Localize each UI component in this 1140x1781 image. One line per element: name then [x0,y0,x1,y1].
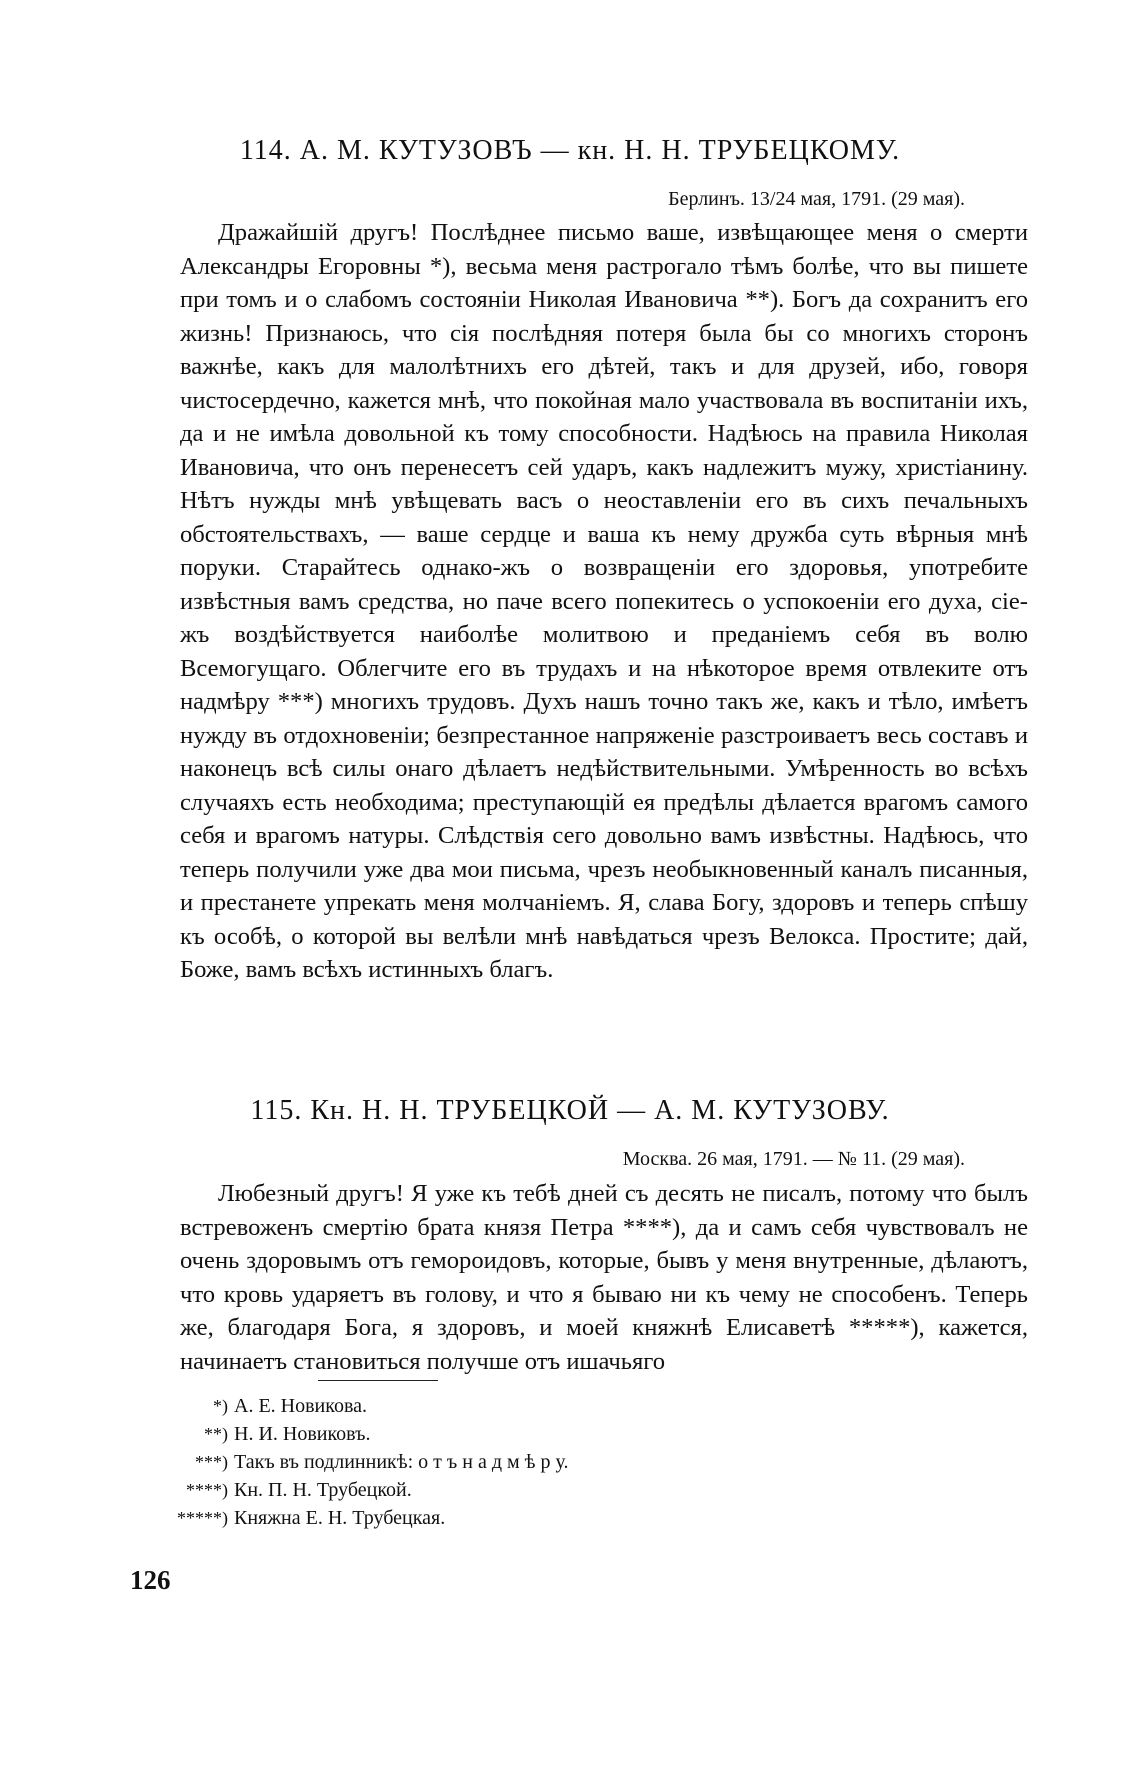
footnote-text: Н. И. Новиковъ. [234,1423,371,1445]
footnote-mark: *****) [177,1508,228,1528]
footnote-text: Такъ въ подлинникѣ: о т ъ н а д м ѣ р у. [234,1451,569,1473]
letter-114-paragraph: Дражайшій другъ! Послѣднее письмо ваше, извѣщающее меня о смерти Александры Егоровны *), весьма меня растрогало тѣмъ болѣе, что вы пишете при томъ и о слабомъ состояніи Николая Ивановича **). Богъ да сохранитъ его жизнь! Признаюсь, что сія послѣдняя потеря была бы со многихъ сторонъ важнѣе, какъ для малолѣтнихъ его дѣтей, такъ и для друзей, ибо, говоря чистосердечно, кажется мнѣ, что покойная мало участвовала въ воспитаніи ихъ, да и не имѣла довольной къ тому способности. Надѣюсь на правила Николая Ивановича, что онъ перенесетъ сей ударъ, какъ надлежитъ мужу, христіанину. Нѣтъ нужды мнѣ увѣщевать васъ о неоставленіи его въ сихъ печальныхъ обстоятельствахъ, — ваше сердце и ваша къ нему дружба суть вѣрныя мнѣ поруки. Старайтесь однако-жъ о возвращеніи его здоровья, употребите извѣстныя вамъ средства, но паче всего попекитесь о успокоеніи его духа, сіе-жъ воздѣйствуется наиболѣе молитвою и преданіемъ себя въ волю Всемогущаго. Облегчите его въ трудахъ и на нѣкоторое время отвлеките отъ надмѣру ***) многихъ трудовъ. Духъ нашъ точно такъ же, какъ и тѣло, имѣетъ нужду въ отдохновеніи; безпрестанное напряженіе разстроиваетъ весь составъ и наконецъ всѣ силы онаго дѣлаетъ недѣйствительными. Умѣренность во всѣхъ случаяхъ есть необходима; преступающій ея предѣлы дѣлается врагомъ самого себя и врагомъ натуры. Слѣдствія сего довольно вамъ извѣстны. Надѣюсь, что теперь получили уже два мои письма, чрезъ необыкновенный каналъ писанныя, и престанете упрекать меня молчаніемъ. Я, слава Богу, здоровъ и теперь спѣшу къ особѣ, о которой вы велѣли мнѣ навѣдаться чрезъ Велокса. Простите; дай, Боже, вамъ всѣхъ истинныхъ благъ. [180,219,1028,983]
footnote-divider [318,1380,438,1381]
footnote-text: А. Е. Новикова. [234,1395,368,1417]
page-number: 126 [130,1565,171,1595]
footnote [170,1476,770,1504]
footnote-text: Кн. П. Н. Трубецкой. [234,1479,412,1501]
letter-115-dateline: Москва. 26 мая, 1791. — № 11. (29 мая). [622,1148,965,1170]
footnote [170,1420,770,1448]
footnote [170,1504,770,1532]
footnote-mark: **) [204,1424,228,1444]
footnote [170,1448,770,1476]
footnotes [170,1392,770,1532]
letter-115-paragraph: Любезный другъ! Я уже къ тебѣ дней съ десять не писалъ, потому что былъ встревоженъ смертію брата князя Петра ****), да и самъ себя чувствовалъ не очень здоровымъ отъ гемороидовъ, которые, бывъ у меня внутренные, дѣлаютъ, что кровь ударяетъ въ голову, и что я бываю ни къ чему не способенъ. Теперь же, благодаря Бога, я здоровъ, и моей княжнѣ Елисаветѣ *****), кажется, начинаетъ становиться получше отъ ишачьяго [180,1180,1028,1375]
letter-114-body [180,216,1028,987]
footnote-mark: ****) [186,1480,228,1500]
letter-115-body [180,1177,1028,1378]
footnote-text: Княжна Е. Н. Трубецкая. [234,1507,446,1529]
footnote-mark: *) [213,1396,228,1416]
letter-115-heading: 115. Кн. Н. Н. ТРУБЕЦКОЙ — А. М. КУТУЗОВУ. [250,1095,890,1126]
footnote [170,1392,770,1420]
letter-114-heading: 114. А. М. КУТУЗОВЪ — кн. Н. Н. ТРУБЕЦКОМУ. [239,135,901,166]
letter-114-dateline: Берлинъ. 13/24 мая, 1791. (29 мая). [668,188,965,210]
footnote-mark: ***) [195,1452,228,1472]
